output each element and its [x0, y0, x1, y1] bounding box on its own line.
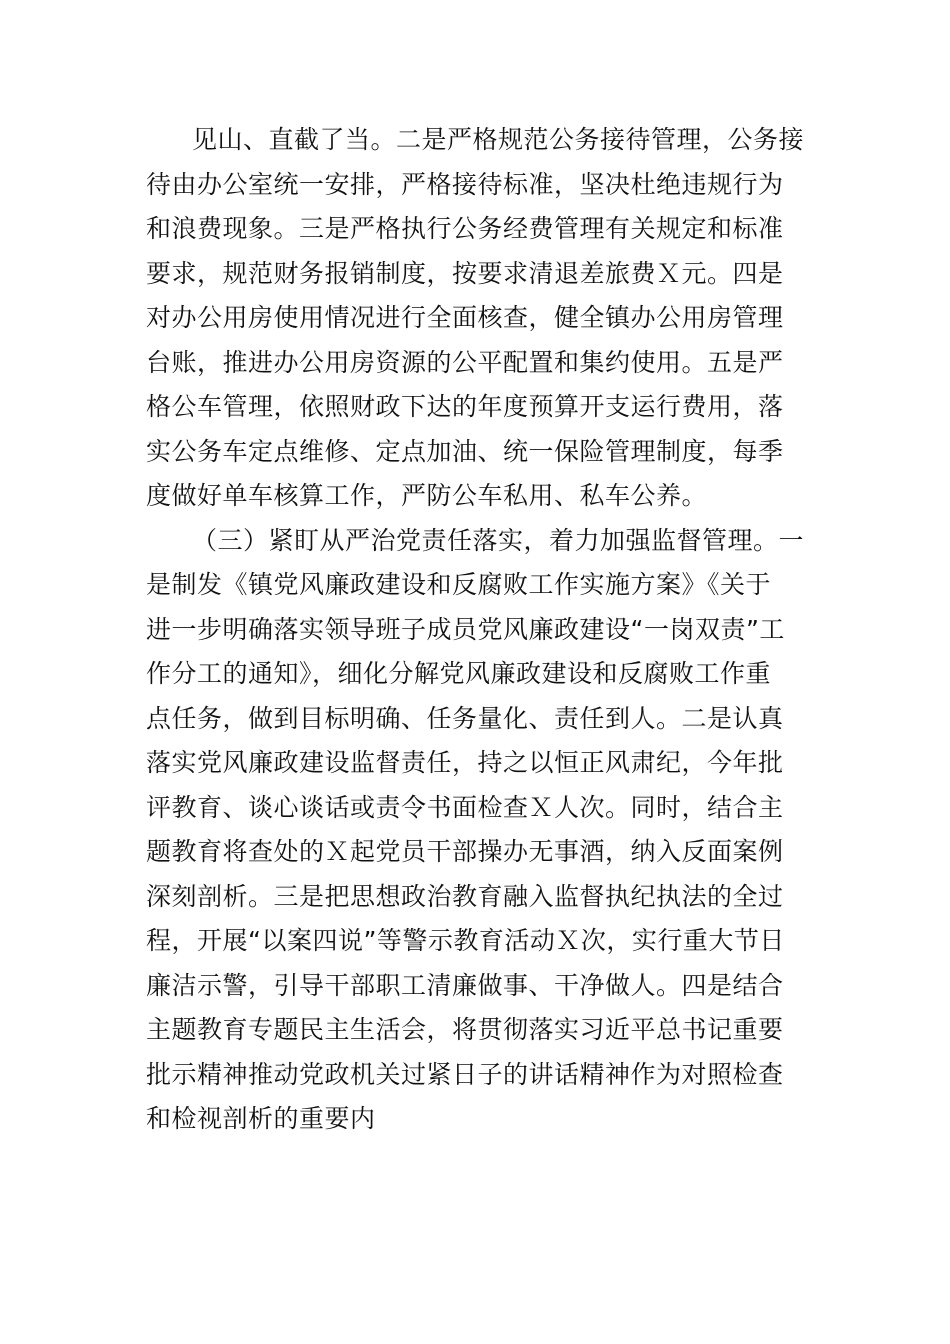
text-line: 题教育将查处的Ｘ起党员干部操办无事酒，纳入反面案例 [146, 837, 784, 866]
text-line: 进一步明确落实领导班子成员党风廉政建设“一岗双责”工 [146, 614, 785, 644]
text-line: 落实党风廉政建设监督责任，持之以恒正风肃纪，今年批 [146, 748, 784, 777]
text-line: 要求，规范财务报销制度，按要求清退差旅费Ｘ元。四是 [146, 258, 784, 288]
text-line: 深刻剖析。三是把思想政治教育融入监督执纪执法的全过 [146, 881, 784, 911]
text-line: 廉洁示警，引导干部职工清廉做事、干净做人。四是结合 [146, 970, 784, 1000]
text-line: 主题教育专题民主生活会，将贯彻落实习近平总书记重要 [146, 1015, 784, 1044]
text-line: 度做好单车核算工作，严防公车私用、私车公养。 [146, 481, 708, 510]
text-line: 待由办公室统一安排，严格接待标准，坚决杜绝违规行为 [146, 169, 784, 199]
text-line: 批示精神推动党政机关过紧日子的讲话精神作为对照检查 [146, 1059, 784, 1089]
text-line: 程，开展“以案四说”等警示教育活动Ｘ次，实行重大节日 [146, 926, 785, 955]
text-line: 见山、直截了当。二是严格规范公务接待管理，公务接 [192, 125, 805, 154]
section-heading-line: （三）紧盯从严治党责任落实，着力加强监督管理。一 [192, 525, 805, 555]
text-line: 台账，推进办公用房资源的公平配置和集约使用。五是严 [146, 347, 784, 377]
text-line: 格公车管理，依照财政下达的年度预算开支运行费用，落 [146, 392, 784, 421]
text-line: 是制发《镇党风廉政建设和反腐败工作实施方案》《关于 [146, 570, 772, 599]
text-line: 和浪费现象。三是严格执行公务经费管理有关规定和标准 [146, 214, 784, 243]
text-line: 作分工的通知》，细化分解党风廉政建设和反腐败工作重 [146, 659, 772, 688]
text-line: 评教育、谈心谈话或责令书面检查Ｘ人次。同时，结合主 [146, 792, 784, 822]
text-line: 点任务，做到目标明确、任务量化、责任到人。二是认真 [146, 703, 784, 733]
text-line: 和检视剖析的重要内 [146, 1104, 376, 1133]
text-line: 对办公用房使用情况进行全面核查，健全镇办公用房管理 [146, 303, 784, 332]
text-line: 实公务车定点维修、定点加油、统一保险管理制度，每季 [146, 436, 784, 466]
